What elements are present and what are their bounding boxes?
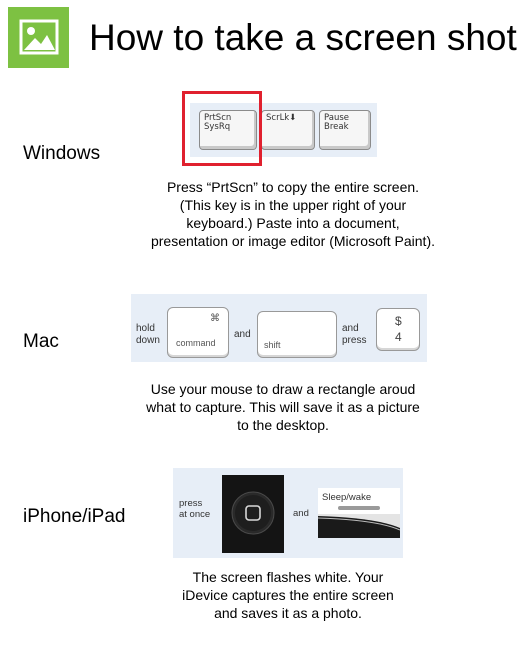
- mac-keys-image: [131, 294, 427, 362]
- prtscn-highlight: [182, 91, 262, 166]
- iphone-buttons-image: [173, 468, 403, 558]
- windows-description: Press “PrtScn” to copy the entire screen. (This key is in the upper right of your keyboard.) Paste into a document, presentation or image editor (Microsoft Paint).: [150, 179, 435, 249]
- press-at-once-text: press at once: [179, 498, 211, 520]
- mac-description: Use your mouse to draw a rectangle aroud what to capture. This will save it as a picture to the desktop.: [146, 381, 420, 433]
- scrlk-key: ScrLk⬇: [261, 110, 315, 150]
- command-key: [167, 307, 229, 358]
- dollar-text: $: [395, 314, 402, 328]
- pause-key: Pause Break: [319, 110, 371, 150]
- and-text: and: [234, 329, 251, 340]
- four-key: [376, 308, 420, 351]
- and-press-text: and press: [342, 323, 367, 346]
- sleep-wake-text: Sleep/wake: [322, 492, 372, 503]
- image-icon: [8, 7, 69, 68]
- iphone-label: iPhone/iPad: [23, 506, 126, 527]
- home-button-icon: [222, 475, 284, 553]
- prtscn-key: PrtScn SysRq: [199, 110, 257, 150]
- windows-label: Windows: [23, 143, 101, 164]
- hold-down-text: hold down: [136, 323, 160, 346]
- command-text: command: [176, 338, 216, 348]
- shift-key: [257, 311, 337, 358]
- and-iphone-text: and: [293, 508, 309, 519]
- iphone-description: The screen flashes white. Your iDevice captures the entire screen and saves it as a photo.: [182, 569, 394, 621]
- shift-text: shift: [264, 340, 281, 350]
- four-text: 4: [395, 330, 402, 344]
- mac-label: Mac: [23, 331, 59, 352]
- page-title: How to take a screen shot: [89, 17, 517, 58]
- command-symbol-icon: ⌘: [210, 313, 220, 324]
